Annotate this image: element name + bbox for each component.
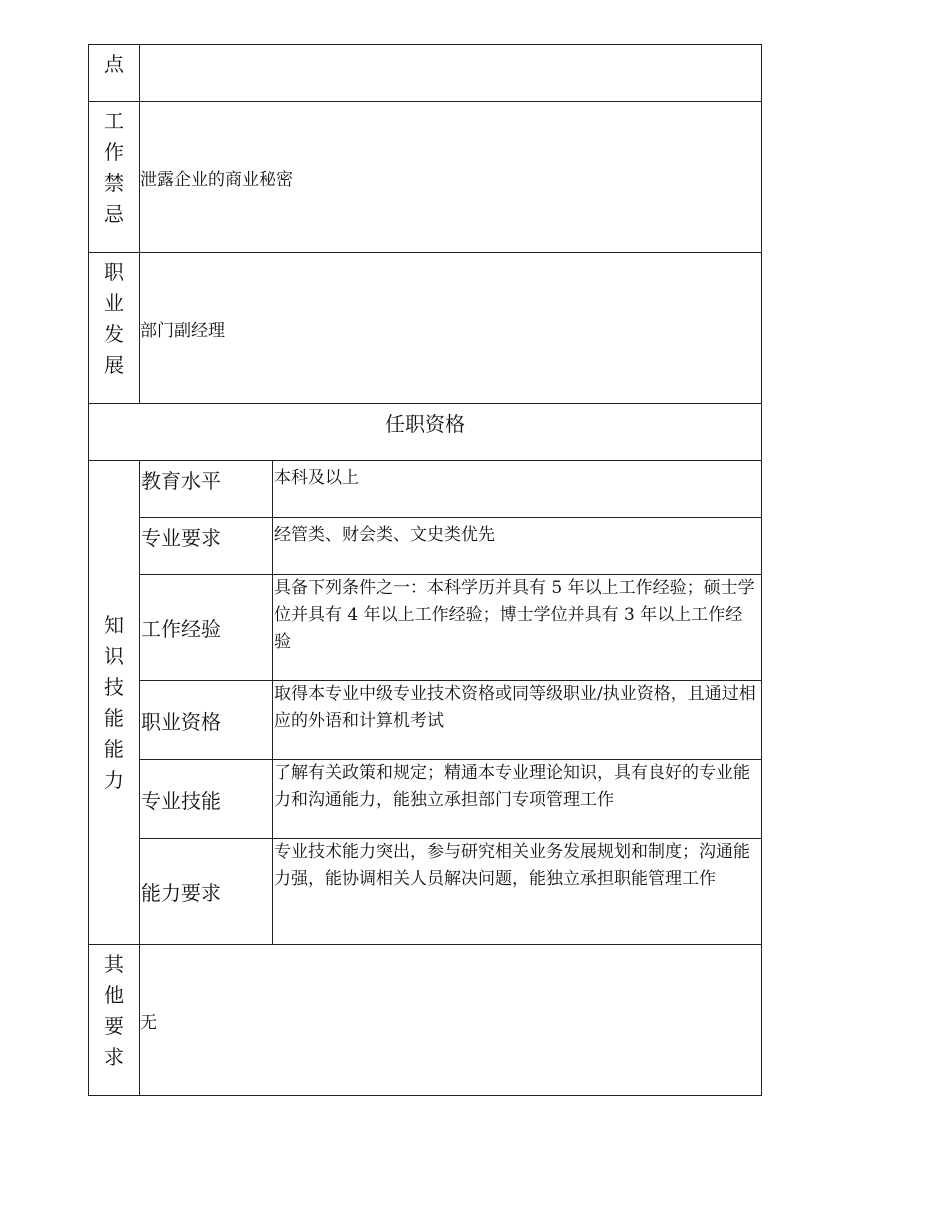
item-value: 专业技术能力突出，参与研究相关业务发展规划和制度；沟通能力强，能协调相关人员解决问题，能独立承担职能管理工作 [273,839,762,945]
point-content [140,45,762,102]
row-education [89,461,762,518]
row-point [89,45,762,102]
item-value: 具备下列条件之一：本科学历并具有 5 年以上工作经验；硕士学位并具有 4 年以上工作经验；博士学位并具有 3 年以上工作经验 [273,575,762,681]
item-name: 能力要求 [140,839,273,945]
row-certification [89,681,762,760]
item-value: 本科及以上 [273,461,762,518]
item-value: 取得本专业中级专业技术资格或同等级职业/执业资格，且通过相应的外语和计算机考试 [273,681,762,760]
row-ability [89,839,762,945]
row-major [89,518,762,575]
item-name: 职业资格 [140,681,273,760]
row-other-requirements [89,945,762,1096]
item-name: 专业要求 [140,518,273,575]
row-experience [89,575,762,681]
work-taboo-content: 泄露企业的商业秘密 [140,102,762,253]
job-description-document [88,44,761,1096]
item-name: 教育水平 [140,461,273,518]
item-value: 经管类、财会类、文史类优先 [273,518,762,575]
point-label: 点 [89,45,140,102]
career-development-label: 职 业 发 展 [89,253,140,404]
item-value: 了解有关政策和规定；精通本专业理论知识，具有良好的专业能力和沟通能力，能独立承担部门专项管理工作 [273,760,762,839]
qualification-title: 任职资格 [89,404,762,461]
job-spec-table [88,44,762,1096]
item-name: 工作经验 [140,575,273,681]
other-requirements-content: 无 [140,945,762,1096]
row-qualification-title [89,404,762,461]
row-career-development [89,253,762,404]
item-name: 专业技能 [140,760,273,839]
row-work-taboo [89,102,762,253]
knowledge-skills-label: 知 识 技 能 能 力 [89,461,140,945]
career-development-content: 部门副经理 [140,253,762,404]
other-requirements-label: 其 他 要 求 [89,945,140,1096]
work-taboo-label: 工 作 禁 忌 [89,102,140,253]
row-professional-skills [89,760,762,839]
